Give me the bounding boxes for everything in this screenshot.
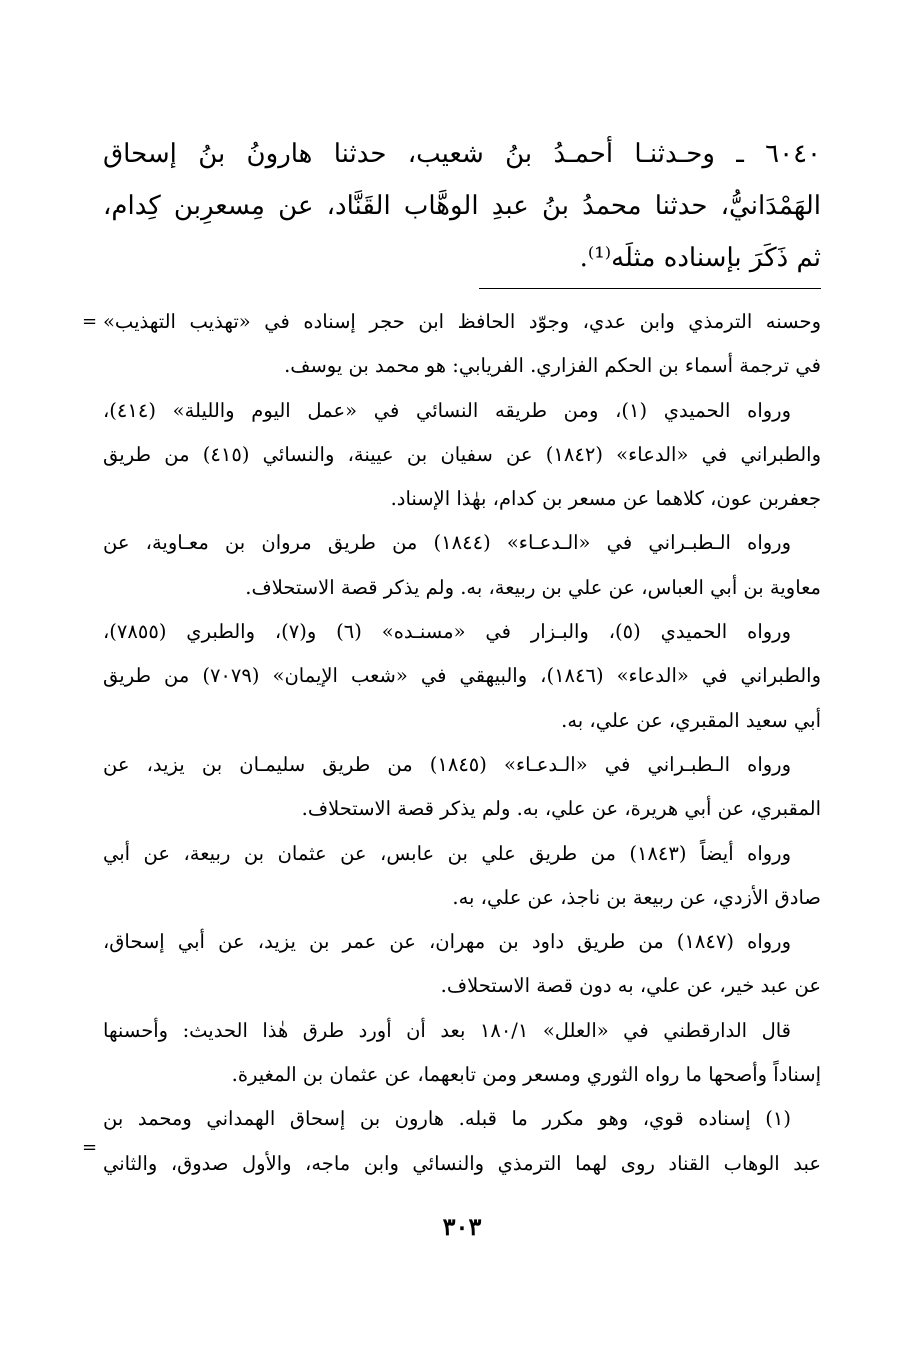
footnote-line: ورواه أيضاً (١٨٤٣) من طريق علي بن عابس، عن عثمان بن ربيعة، عن أبي [103, 841, 792, 865]
hadith-line-3: ثم ذَكَرَ بإسناده مثلَه⁽¹⁾. [579, 243, 821, 273]
footnotes [103, 300, 821, 1186]
footnote-line: معاوية بن أبي العباس، عن علي بن ربيعة، به. ولم يذكر قصة الاستحلاف. [245, 575, 821, 599]
footnote-line: قال الدارقطني في «العلل» ١٨٠/١ بعد أن أورد طرق هٰذا الحديث: وأحسنها [103, 1018, 791, 1042]
footnote-line: ورواه الـطبـراني في «الـدعـاء» (١٨٤٥) من طريق سليمـان بن يزيد، عن [103, 752, 791, 776]
footnote-line: أبي سعيد المقبري، عن علي، به. [561, 708, 821, 732]
continuation-mark-top: = [82, 311, 98, 332]
footnote-separator [479, 288, 821, 289]
page-number: ٣٠٣ [442, 1212, 482, 1241]
footnote-line: ورواه الحميدي (٥)، والبـزار في «مسنـده» (٦) و(٧)، والطبري (٧٨٥٥)، [103, 620, 791, 644]
footnote-line: والطبراني في «الدعاء» (١٨٤٦)، والبيهقي في «شعب الإيمان» (٧٠٧٩) من طريق [103, 664, 821, 688]
footnote-line: في ترجمة أسماء بن الحكم الفزاري. الفريابي: هو محمد بن يوسف. [284, 354, 821, 378]
footnote-line: ورواه الـطبـراني في «الـدعـاء» (١٨٤٤) من طريق مروان بن معـاوية، عن [103, 531, 791, 555]
footnote-line: ورواه الحميدي (١)، ومن طريقه النسائي في «عمل اليوم والليلة» (٤١٤)، [103, 398, 791, 422]
hadith-line-2: الهَمْدَانيُّ، حدثنا محمدُ بنُ عبدِ الوهَّاب القَنَّاد، عن مِسعرِبن كِدام، [103, 191, 821, 221]
footnote-line: (١) إسناده قوي، وهو مكرر ما قبله. هارون بن إسحاق الهمداني ومحمد بن [103, 1107, 791, 1131]
footnote-line: عبد الوهاب القناد روى لهما الترمذي والنسائي وابن ماجه، والأول صدوق، والثاني [103, 1151, 821, 1175]
footnote-line: ورواه (١٨٤٧) من طريق داود بن مهران، عن عمر بن يزيد، عن أبي إسحاق، [103, 930, 791, 954]
footnote-line: وحسنه الترمذي وابن عدي، وجوّد الحافظ ابن حجر إسناده في «تهذيب التهذيب» [103, 310, 821, 333]
footnote-line: صادق الأزدي، عن ربيعة بن ناجذ، عن علي، به. [452, 885, 821, 909]
hadith-text [103, 128, 821, 284]
continuation-mark-bottom: = [82, 1137, 98, 1158]
footnote-line: عن عبد خير، عن علي، به دون قصة الاستحلاف. [440, 974, 821, 998]
hadith-line-1: ٦٠٤٠ ـ وحـدثنـا أحمـدُ بنُ شعيب، حدثنا هارونُ بنُ إسحاق [103, 139, 821, 169]
footnote-line: المقبري، عن أبي هريرة، عن علي، به. ولم يذكر قصة الاستحلاف. [301, 797, 821, 821]
footnote-line: والطبراني في «الدعاء» (١٨٤٢) عن سفيان بن عيينة، والنسائي (٤١٥) من طريق [103, 442, 821, 466]
footnote-line: جعفربن عون، كلاهما عن مسعر بن كدام، بهٰذا الإسناد. [390, 487, 821, 511]
footnote-line: إسناداً وأصحها ما رواه الثوري ومسعر ومن تابعهما، عن عثمان بن المغيرة. [231, 1063, 821, 1087]
